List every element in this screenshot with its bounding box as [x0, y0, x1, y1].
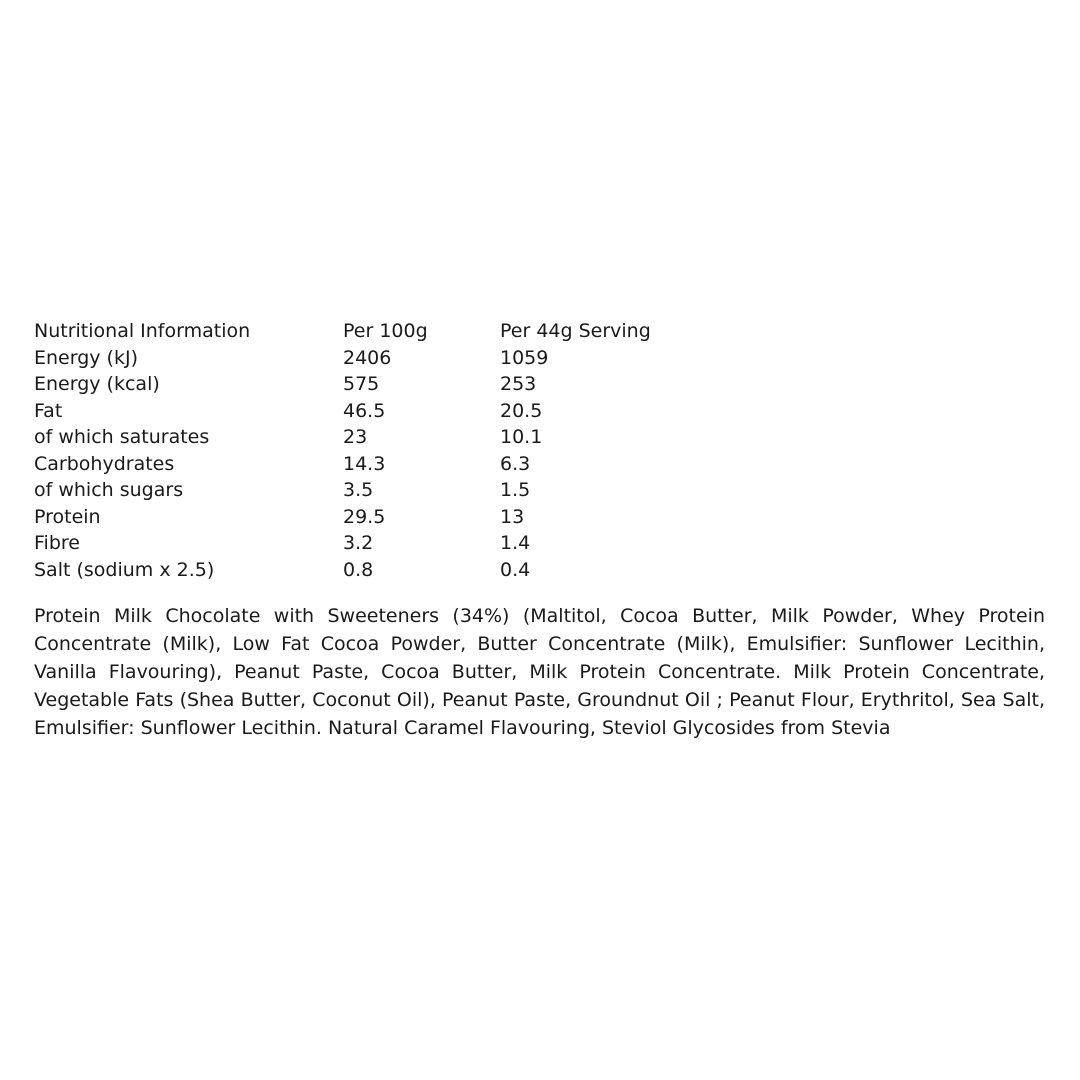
- nutrition-table: [34, 318, 700, 583]
- per-100g-value: 14.3: [343, 452, 386, 475]
- per-100g-value: 3.5: [343, 479, 374, 501]
- table-row: [34, 345, 700, 372]
- table-row: [34, 530, 700, 557]
- per-100g-value: 575: [343, 373, 380, 395]
- nutrient-name: Fibre: [34, 532, 80, 554]
- per-serving-value: 13: [500, 505, 525, 528]
- per-serving-value: 20.5: [500, 399, 543, 422]
- table-row: [34, 557, 700, 584]
- per-100g-value: 23: [343, 426, 368, 448]
- per-serving-value: 253: [500, 373, 537, 395]
- nutrient-name: Energy (kJ): [34, 346, 138, 369]
- table-row: [34, 451, 700, 478]
- nutrient-name: of which saturates: [34, 426, 210, 448]
- nutrient-name: of which sugars: [34, 479, 184, 501]
- ingredients-paragraph: Protein Milk Chocolate with Sweeteners (34%) (Maltitol, Cocoa Butter, Milk Powder, Whey Protein Concentrate (Milk), Low Fat Cocoa Powder, Butter Concentrate (Milk), Emulsifier: Sunflower Lecithin, Vanilla Flavouring), Peanut Paste, Cocoa Butter, Milk Protein Concentrate. Milk Protein Concentrate, Vegetable Fats (Shea Butter, Coconut Oil), Peanut Paste, Groundnut Oil ; Peanut Flour, Erythritol, Sea Salt, Emulsifier: Sunflower Lecithin. Natural Caramel Flavouring, Steviol Glycosides from Stevia: [34, 605, 1045, 739]
- per-100g-value: 3.2: [343, 532, 374, 554]
- nutrient-name: Fat: [34, 399, 63, 422]
- per-serving-value: 0.4: [500, 558, 531, 581]
- per-100g-value: 29.5: [343, 505, 386, 528]
- per-serving-value: 1.4: [500, 532, 531, 554]
- nutrient-name: Carbohydrates: [34, 452, 175, 475]
- table-row: [34, 504, 700, 531]
- table-row: [34, 371, 700, 398]
- per-100g-value: 0.8: [343, 558, 374, 581]
- per-serving-value: 6.3: [500, 452, 531, 475]
- table-header-row: [34, 318, 700, 345]
- nutrient-name: Protein: [34, 505, 101, 528]
- header-per-serving: Per 44g Serving: [500, 320, 651, 342]
- nutrient-name: Salt (sodium x 2.5): [34, 558, 215, 581]
- per-100g-value: 2406: [343, 346, 392, 369]
- table-row: [34, 398, 700, 425]
- header-per-100g: Per 100g: [343, 320, 428, 342]
- per-serving-value: 1059: [500, 346, 549, 369]
- per-100g-value: 46.5: [343, 399, 386, 422]
- nutrient-name: Energy (kcal): [34, 373, 160, 395]
- table-row: [34, 477, 700, 504]
- header-nutrient: Nutritional Information: [34, 320, 251, 342]
- table-row: [34, 424, 700, 451]
- per-serving-value: 10.1: [500, 426, 543, 448]
- per-serving-value: 1.5: [500, 479, 531, 501]
